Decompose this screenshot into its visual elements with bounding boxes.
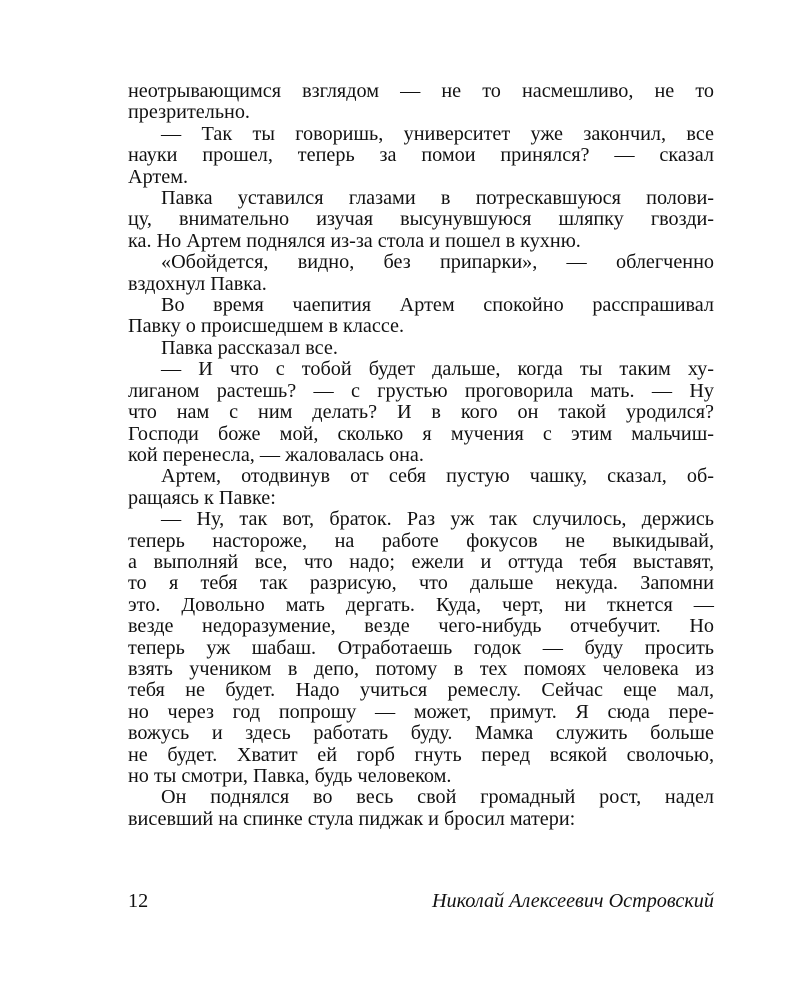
text-line: вздохнул Павка. bbox=[128, 272, 267, 295]
text-line: но через год попрошу — может, примут. Я сюда пере- bbox=[128, 700, 714, 723]
text-line: Павка рассказал все. bbox=[161, 336, 338, 359]
text-line: — Так ты говоришь, университет уже закончил, все bbox=[161, 122, 714, 145]
text-line: висевший на спинке стула пиджак и бросил матери: bbox=[128, 807, 576, 830]
page-footer bbox=[128, 890, 714, 916]
text-line: Павка уставился глазами в потрескавшуюся полови- bbox=[161, 187, 714, 210]
page-number: 12 bbox=[128, 890, 149, 912]
text-line: Артем. bbox=[128, 165, 189, 188]
text-line: взять учеником в депо, потому в тех помоях человека из bbox=[128, 657, 714, 680]
text-line: ращаясь к Павке: bbox=[128, 486, 276, 509]
text-line: неотрывающимся взглядом — не то насмешливо, не то bbox=[128, 80, 714, 102]
text-line: кой перенесла, — жаловалась она. bbox=[128, 443, 424, 466]
text-line: цу, внимательно изучая высунувшуюся шляпку гвозди- bbox=[128, 208, 714, 231]
text-line: теперь уж шабаш. Отработаешь годок — буду просить bbox=[128, 636, 714, 659]
text-line: это. Довольно мать дергать. Куда, черт, ни ткнется — bbox=[128, 593, 714, 616]
text-line: Господи боже мой, сколько я мучения с этим мальчиш- bbox=[128, 422, 714, 445]
text-line: вожусь и здесь работать буду. Мамка служить больше bbox=[128, 722, 714, 745]
text-line: Павку о происшедшем в классе. bbox=[128, 315, 405, 338]
text-line: Во время чаепития Артем спокойно расспрашивал bbox=[161, 294, 714, 317]
text-line: но ты смотри, Павка, будь человеком. bbox=[128, 765, 452, 787]
text-line: тебя не будет. Надо учиться ремеслу. Сейчас еще мал, bbox=[128, 679, 714, 702]
text-line: презрительно. bbox=[128, 101, 250, 124]
text-line: — Ну, так вот, браток. Раз уж так случилось, держись bbox=[161, 508, 714, 531]
running-title: Николай Алексеевич Островский bbox=[431, 890, 714, 912]
text-line: а выполняй все, что надо; ежели и оттуда тебя выставят, bbox=[128, 550, 714, 573]
text-line: Артем, отодвинув от себя пустую чашку, сказал, об- bbox=[161, 465, 714, 488]
text-line: «Обойдется, видно, без припарки», — облегченно bbox=[161, 251, 714, 274]
text-line: что нам с ним делать? И в кого он такой уродился? bbox=[128, 401, 714, 424]
text-line: ка. Но Артем поднялся из-за стола и пошел в кухню. bbox=[128, 229, 581, 252]
text-line: — И что с тобой будет дальше, когда ты таким ху- bbox=[161, 358, 714, 381]
book-page-text bbox=[128, 81, 714, 830]
text-line: науки прошел, теперь за помои принялся? — сказал bbox=[128, 144, 714, 167]
text-line: теперь настороже, на работе фокусов не выкидывай, bbox=[128, 529, 714, 552]
text-line: везде недоразумение, везде чего-нибудь отчебучит. Но bbox=[128, 615, 714, 638]
text-line: лиганом растешь? — с грустью проговорила мать. — Ну bbox=[128, 379, 714, 402]
text-line: Он поднялся во весь свой громадный рост, надел bbox=[161, 786, 714, 809]
text-line: то я тебя так разрисую, что дальше некуда. Запомни bbox=[128, 572, 714, 595]
text-line: не будет. Хватит ей горб гнуть перед всякой сволочью, bbox=[128, 743, 714, 766]
